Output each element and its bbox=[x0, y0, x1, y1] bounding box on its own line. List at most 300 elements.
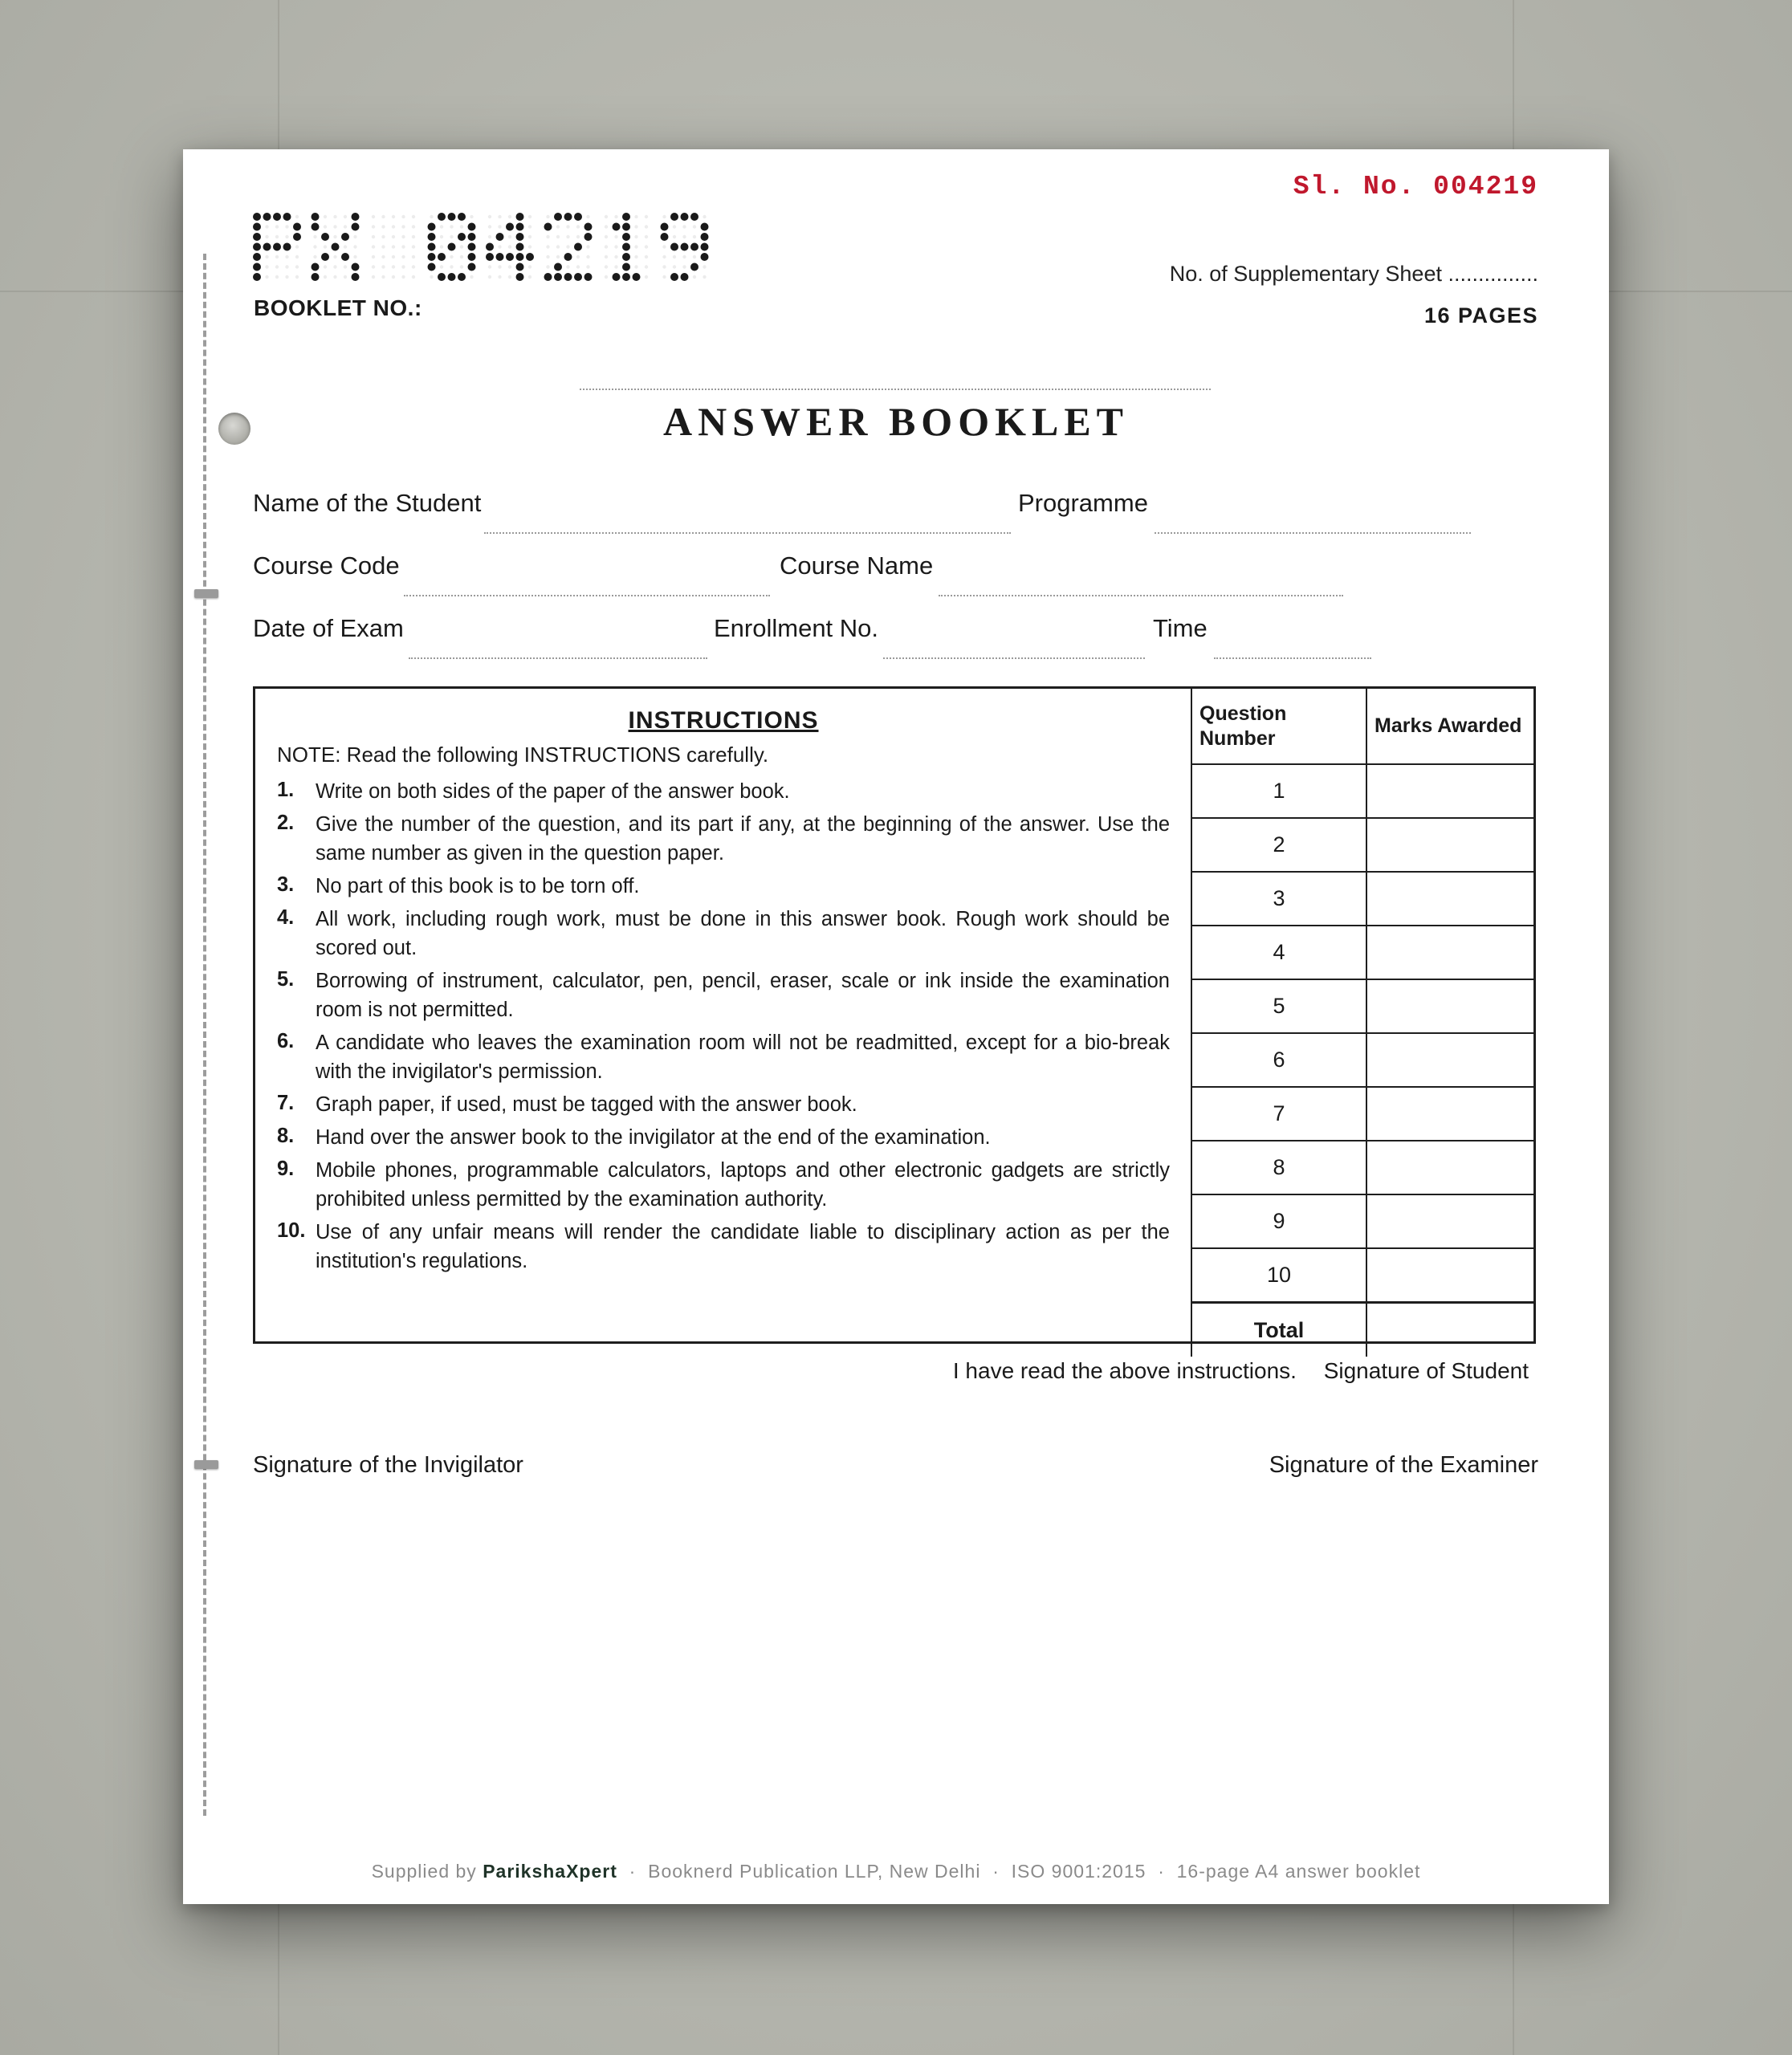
code-dot bbox=[498, 245, 501, 248]
code-dot bbox=[556, 225, 560, 228]
code-dot bbox=[263, 243, 271, 251]
code-dot bbox=[566, 265, 569, 268]
code-dot bbox=[681, 243, 689, 251]
code-dot bbox=[508, 275, 511, 279]
code-dot bbox=[556, 255, 560, 258]
code-dot bbox=[605, 225, 608, 228]
code-dot bbox=[344, 275, 347, 279]
code-dot bbox=[605, 245, 608, 248]
marks-awarded-cell[interactable] bbox=[1366, 1194, 1536, 1248]
code-dot bbox=[584, 273, 593, 281]
title-rule bbox=[580, 389, 1211, 390]
code-dot bbox=[275, 265, 279, 268]
date-of-exam-label: Date of Exam bbox=[253, 614, 404, 642]
code-dot bbox=[438, 253, 446, 261]
marks-row bbox=[1191, 1033, 1536, 1087]
code-dot bbox=[670, 213, 678, 221]
marks-awarded-cell[interactable] bbox=[1366, 926, 1536, 979]
code-dot bbox=[392, 235, 395, 238]
code-dot bbox=[634, 265, 637, 268]
code-dot bbox=[293, 233, 301, 241]
code-dot bbox=[693, 255, 696, 258]
code-dot bbox=[701, 253, 709, 261]
footer-format: 16-page A4 answer booklet bbox=[1176, 1861, 1421, 1882]
code-dot bbox=[564, 273, 572, 281]
code-dot bbox=[283, 243, 291, 251]
code-dot bbox=[576, 225, 580, 228]
instruction-item bbox=[277, 1123, 1170, 1152]
code-dot bbox=[265, 235, 268, 238]
marks-awarded-cell[interactable] bbox=[1366, 872, 1536, 926]
code-dot bbox=[496, 233, 504, 241]
code-dot bbox=[576, 255, 580, 258]
footer-publisher: Booknerd Publication LLP, New Delhi bbox=[648, 1861, 981, 1882]
marks-row bbox=[1191, 979, 1536, 1033]
instructions-note: NOTE: Read the following INSTRUCTIONS carefully. bbox=[277, 743, 769, 767]
code-dot bbox=[605, 235, 608, 238]
staple bbox=[194, 589, 218, 598]
code-dot bbox=[285, 235, 288, 238]
code-dot bbox=[693, 225, 696, 228]
code-dot bbox=[586, 265, 589, 268]
code-dot bbox=[508, 235, 511, 238]
code-dot bbox=[673, 225, 676, 228]
code-dot bbox=[613, 223, 621, 231]
code-dot bbox=[468, 253, 476, 261]
code-dot bbox=[312, 223, 320, 231]
instruction-item bbox=[277, 1090, 1170, 1119]
marks-row bbox=[1191, 764, 1536, 818]
code-dot bbox=[546, 235, 549, 238]
code-dot bbox=[448, 273, 456, 281]
marks-awarded-cell[interactable] bbox=[1366, 818, 1536, 872]
code-dot bbox=[324, 265, 327, 268]
instruction-item bbox=[277, 810, 1170, 868]
code-dot bbox=[470, 215, 473, 218]
code-dot bbox=[622, 273, 630, 281]
code-dot bbox=[468, 233, 476, 241]
code-dot bbox=[448, 213, 456, 221]
code-dot bbox=[564, 253, 572, 261]
marks-row bbox=[1191, 1248, 1536, 1303]
footer-separator: · bbox=[629, 1861, 637, 1882]
code-dot bbox=[392, 245, 395, 248]
code-dot bbox=[275, 235, 279, 238]
question-number-cell: 1 bbox=[1191, 764, 1366, 818]
code-dot bbox=[528, 245, 531, 248]
code-dot bbox=[614, 265, 617, 268]
code-dot bbox=[381, 275, 385, 279]
code-dot bbox=[498, 275, 501, 279]
code-dot bbox=[544, 223, 552, 231]
code-dot bbox=[496, 253, 504, 261]
code-dot bbox=[622, 263, 630, 271]
code-dot bbox=[662, 265, 666, 268]
code-dot bbox=[458, 273, 466, 281]
question-number-header: Question Number bbox=[1191, 689, 1366, 764]
code-dot bbox=[645, 235, 648, 238]
code-dot bbox=[460, 245, 463, 248]
code-dot bbox=[333, 255, 336, 258]
code-dot bbox=[324, 215, 327, 218]
code-dot bbox=[690, 263, 698, 271]
code-dot bbox=[605, 215, 608, 218]
code-dot bbox=[253, 213, 261, 221]
code-dot bbox=[488, 235, 491, 238]
question-number-cell: 10 bbox=[1191, 1248, 1366, 1303]
code-dot bbox=[516, 253, 524, 261]
instruction-number: 2. bbox=[277, 812, 295, 834]
instruction-item bbox=[277, 1028, 1170, 1086]
code-dot bbox=[516, 213, 524, 221]
code-dot bbox=[516, 223, 524, 231]
time-label: Time bbox=[1153, 614, 1208, 642]
code-dot bbox=[333, 275, 336, 279]
code-dot bbox=[392, 215, 395, 218]
code-dot bbox=[586, 255, 589, 258]
serial-number: Sl. No. 004219 bbox=[1293, 172, 1538, 201]
marks-row bbox=[1191, 1087, 1536, 1141]
code-dot bbox=[353, 245, 356, 248]
code-dot bbox=[412, 265, 415, 268]
code-dot bbox=[273, 243, 281, 251]
footer-separator: · bbox=[1158, 1861, 1165, 1882]
student-signature-label: Signature of Student bbox=[1323, 1358, 1529, 1383]
code-dot bbox=[321, 233, 329, 241]
code-dot bbox=[488, 225, 491, 228]
code-dot bbox=[488, 265, 491, 268]
instruction-number: 3. bbox=[277, 873, 295, 896]
instruction-number: 10. bbox=[277, 1219, 306, 1242]
code-dot bbox=[670, 243, 678, 251]
code-dot bbox=[498, 225, 501, 228]
code-dot bbox=[333, 215, 336, 218]
code-dot bbox=[253, 273, 261, 281]
code-dot bbox=[586, 215, 589, 218]
footer-iso: ISO 9001:2015 bbox=[1011, 1861, 1146, 1882]
code-dot bbox=[295, 215, 299, 218]
code-dot bbox=[670, 273, 678, 281]
code-dot bbox=[324, 275, 327, 279]
code-dot bbox=[381, 215, 385, 218]
marks-awarded-cell[interactable] bbox=[1366, 1141, 1536, 1194]
total-row bbox=[1191, 1303, 1536, 1357]
code-dot bbox=[381, 255, 385, 258]
instruction-number: 9. bbox=[277, 1158, 295, 1180]
instruction-text: Use of any unfair means will render the candidate liable to disciplinary action as per the institution's regulations. bbox=[316, 1221, 1170, 1272]
code-dot bbox=[428, 223, 436, 231]
instruction-text: Give the number of the question, and its part if any, at the beginning of the answer. Use the same number as given in the question paper. bbox=[316, 813, 1170, 865]
instruction-text: Borrowing of instrument, calculator, pen, pencil, eraser, scale or ink inside the examination room is not permitted. bbox=[316, 970, 1170, 1021]
code-dot bbox=[312, 273, 320, 281]
code-dot bbox=[381, 245, 385, 248]
instruction-number: 6. bbox=[277, 1030, 295, 1052]
time-field[interactable] bbox=[1214, 657, 1371, 659]
code-dot bbox=[460, 265, 463, 268]
code-dot bbox=[574, 213, 582, 221]
code-dot bbox=[645, 225, 648, 228]
code-dot bbox=[701, 233, 709, 241]
code-dot bbox=[313, 255, 316, 258]
invigilator-signature-label: Signature of the Invigilator bbox=[253, 1452, 523, 1478]
code-dot bbox=[614, 215, 617, 218]
code-dot bbox=[584, 223, 593, 231]
code-dot bbox=[556, 245, 560, 248]
code-dot bbox=[622, 223, 630, 231]
code-dot bbox=[488, 275, 491, 279]
code-dot bbox=[341, 233, 349, 241]
code-dot bbox=[690, 243, 698, 251]
code-dot bbox=[392, 225, 395, 228]
code-dot bbox=[634, 245, 637, 248]
instruction-text: Hand over the answer book to the invigilator at the end of the examination. bbox=[316, 1126, 991, 1149]
code-dot bbox=[440, 265, 443, 268]
student-name-label: Name of the Student bbox=[253, 489, 482, 517]
code-dot bbox=[633, 273, 641, 281]
code-dot bbox=[682, 265, 686, 268]
marks-awarded-cell[interactable] bbox=[1366, 1087, 1536, 1141]
footer-separator: · bbox=[992, 1861, 1000, 1882]
code-dot bbox=[662, 255, 666, 258]
student-name-field[interactable] bbox=[484, 532, 1011, 534]
dot-matrix-booklet-code bbox=[250, 209, 732, 289]
code-dot bbox=[634, 255, 637, 258]
code-dot bbox=[273, 213, 281, 221]
code-dot bbox=[275, 225, 279, 228]
code-dot bbox=[412, 245, 415, 248]
code-dot bbox=[498, 265, 501, 268]
code-dot bbox=[662, 275, 666, 279]
code-dot bbox=[401, 235, 405, 238]
marks-row bbox=[1191, 926, 1536, 979]
declaration-text: I have read the above instructions. bbox=[952, 1358, 1297, 1383]
code-dot bbox=[458, 233, 466, 241]
code-dot bbox=[566, 225, 569, 228]
code-dot bbox=[341, 253, 349, 261]
question-number-cell: 6 bbox=[1191, 1033, 1366, 1087]
code-dot bbox=[508, 215, 511, 218]
code-dot bbox=[528, 275, 531, 279]
code-dot bbox=[528, 225, 531, 228]
code-dot bbox=[253, 223, 261, 231]
programme-field[interactable] bbox=[1155, 532, 1471, 534]
code-dot bbox=[682, 225, 686, 228]
code-dot bbox=[344, 245, 347, 248]
code-dot bbox=[332, 243, 340, 251]
code-dot bbox=[285, 255, 288, 258]
code-dot bbox=[614, 255, 617, 258]
code-dot bbox=[372, 235, 375, 238]
marks-awarded-header: Marks Awarded bbox=[1366, 689, 1536, 764]
code-dot bbox=[546, 245, 549, 248]
programme-label: Programme bbox=[1018, 489, 1148, 517]
code-dot bbox=[352, 263, 360, 271]
code-dot bbox=[498, 215, 501, 218]
code-dot bbox=[508, 245, 511, 248]
code-dot bbox=[544, 273, 552, 281]
marks-row bbox=[1191, 1141, 1536, 1194]
course-name-field[interactable] bbox=[939, 595, 1343, 596]
code-dot bbox=[324, 225, 327, 228]
code-dot bbox=[450, 255, 453, 258]
code-dot bbox=[662, 215, 666, 218]
code-dot bbox=[344, 265, 347, 268]
question-number-cell: 4 bbox=[1191, 926, 1366, 979]
code-dot bbox=[605, 255, 608, 258]
code-dot bbox=[372, 275, 375, 279]
marks-awarded-cell[interactable] bbox=[1366, 764, 1536, 818]
code-dot bbox=[645, 275, 648, 279]
instructions-panel bbox=[255, 689, 1191, 1341]
total-marks-cell[interactable] bbox=[1366, 1303, 1536, 1357]
question-number-cell: 3 bbox=[1191, 872, 1366, 926]
code-dot bbox=[460, 255, 463, 258]
code-dot bbox=[645, 265, 648, 268]
code-dot bbox=[265, 265, 268, 268]
code-dot bbox=[438, 273, 446, 281]
code-dot bbox=[528, 215, 531, 218]
marks-awarded-cell[interactable] bbox=[1366, 979, 1536, 1033]
course-code-label: Course Code bbox=[253, 551, 400, 580]
code-dot bbox=[430, 215, 433, 218]
code-dot bbox=[285, 265, 288, 268]
code-dot bbox=[440, 235, 443, 238]
marks-awarded-cell[interactable] bbox=[1366, 1033, 1536, 1087]
course-code-field[interactable] bbox=[404, 595, 770, 596]
code-dot bbox=[450, 265, 453, 268]
code-dot bbox=[295, 265, 299, 268]
code-dot bbox=[428, 233, 436, 241]
code-dot bbox=[428, 263, 436, 271]
instruction-number: 5. bbox=[277, 968, 295, 991]
code-dot bbox=[645, 215, 648, 218]
marks-table bbox=[1191, 689, 1536, 1357]
code-dot bbox=[701, 223, 709, 231]
code-dot bbox=[703, 265, 706, 268]
code-dot bbox=[634, 225, 637, 228]
code-dot bbox=[324, 245, 327, 248]
code-dot bbox=[450, 225, 453, 228]
code-dot bbox=[661, 233, 669, 241]
code-dot bbox=[438, 213, 446, 221]
code-dot bbox=[622, 243, 630, 251]
question-number-cell: 5 bbox=[1191, 979, 1366, 1033]
code-dot bbox=[662, 245, 666, 248]
code-dot bbox=[344, 215, 347, 218]
instruction-text: All work, including rough work, must be done in this answer book. Rough work should be scored out. bbox=[316, 908, 1170, 959]
declaration bbox=[953, 1358, 1529, 1384]
code-dot bbox=[392, 275, 395, 279]
instruction-item bbox=[277, 777, 1170, 806]
code-dot bbox=[333, 235, 336, 238]
code-dot bbox=[673, 235, 676, 238]
code-dot bbox=[283, 213, 291, 221]
instruction-text: A candidate who leaves the examination room will not be readmitted, except for a bio-break with the invigilator's permission. bbox=[316, 1032, 1170, 1083]
code-dot bbox=[516, 273, 524, 281]
code-dot bbox=[321, 253, 329, 261]
code-dot bbox=[401, 265, 405, 268]
code-dot bbox=[614, 245, 617, 248]
code-dot bbox=[401, 215, 405, 218]
enrollment-no-field[interactable] bbox=[883, 657, 1145, 659]
code-dot bbox=[275, 275, 279, 279]
code-dot bbox=[440, 245, 443, 248]
code-dot bbox=[381, 225, 385, 228]
code-dot bbox=[412, 275, 415, 279]
code-dot bbox=[412, 255, 415, 258]
code-dot bbox=[381, 235, 385, 238]
code-dot bbox=[546, 255, 549, 258]
instructions-and-marks-box bbox=[253, 686, 1536, 1344]
footer-prefix: Supplied by bbox=[371, 1861, 477, 1882]
code-dot bbox=[526, 253, 534, 261]
code-dot bbox=[412, 225, 415, 228]
code-dot bbox=[468, 263, 476, 271]
code-dot bbox=[506, 253, 514, 261]
instruction-item bbox=[277, 1156, 1170, 1214]
code-dot bbox=[673, 265, 676, 268]
code-dot bbox=[381, 265, 385, 268]
instruction-number: 1. bbox=[277, 779, 295, 801]
instructions-list bbox=[277, 777, 1170, 1276]
code-dot bbox=[412, 215, 415, 218]
code-dot bbox=[344, 225, 347, 228]
answer-booklet-page bbox=[183, 149, 1609, 1904]
code-dot bbox=[285, 225, 288, 228]
code-dot bbox=[401, 245, 405, 248]
code-dot bbox=[450, 235, 453, 238]
code-dot bbox=[401, 255, 405, 258]
code-dot bbox=[634, 215, 637, 218]
code-dot bbox=[392, 265, 395, 268]
code-dot bbox=[564, 213, 572, 221]
code-dot bbox=[372, 225, 375, 228]
code-dot bbox=[645, 255, 648, 258]
footer bbox=[183, 1861, 1609, 1882]
code-dot bbox=[622, 233, 630, 241]
code-dot bbox=[412, 235, 415, 238]
date-of-exam-field[interactable] bbox=[409, 657, 707, 659]
marks-row bbox=[1191, 872, 1536, 926]
code-dot bbox=[312, 263, 320, 271]
page-count: 16 PAGES bbox=[1423, 303, 1538, 328]
instruction-number: 4. bbox=[277, 906, 295, 929]
code-dot bbox=[253, 263, 261, 271]
instructions-heading: INSTRUCTIONS bbox=[628, 707, 819, 734]
code-dot bbox=[470, 275, 473, 279]
examiner-signature-label: Signature of the Examiner bbox=[1269, 1452, 1538, 1478]
code-dot bbox=[468, 243, 476, 251]
booklet-number-label: BOOKLET NO.: bbox=[254, 295, 422, 320]
code-dot bbox=[661, 223, 669, 231]
code-dot bbox=[458, 213, 466, 221]
code-dot bbox=[352, 213, 360, 221]
code-dot bbox=[486, 243, 494, 251]
code-dot bbox=[634, 235, 637, 238]
code-dot bbox=[353, 235, 356, 238]
code-dot bbox=[576, 265, 580, 268]
code-dot bbox=[673, 255, 676, 258]
code-dot bbox=[681, 213, 689, 221]
code-dot bbox=[701, 243, 709, 251]
code-dot bbox=[352, 223, 360, 231]
marks-awarded-cell[interactable] bbox=[1366, 1248, 1536, 1303]
code-dot bbox=[605, 265, 608, 268]
code-dot bbox=[703, 275, 706, 279]
instruction-text: Mobile phones, programmable calculators, laptops and other electronic gadgets are strictly prohibited unless permitted by the examination authority. bbox=[316, 1159, 1170, 1211]
marks-table-body bbox=[1191, 764, 1536, 1357]
code-dot bbox=[265, 225, 268, 228]
